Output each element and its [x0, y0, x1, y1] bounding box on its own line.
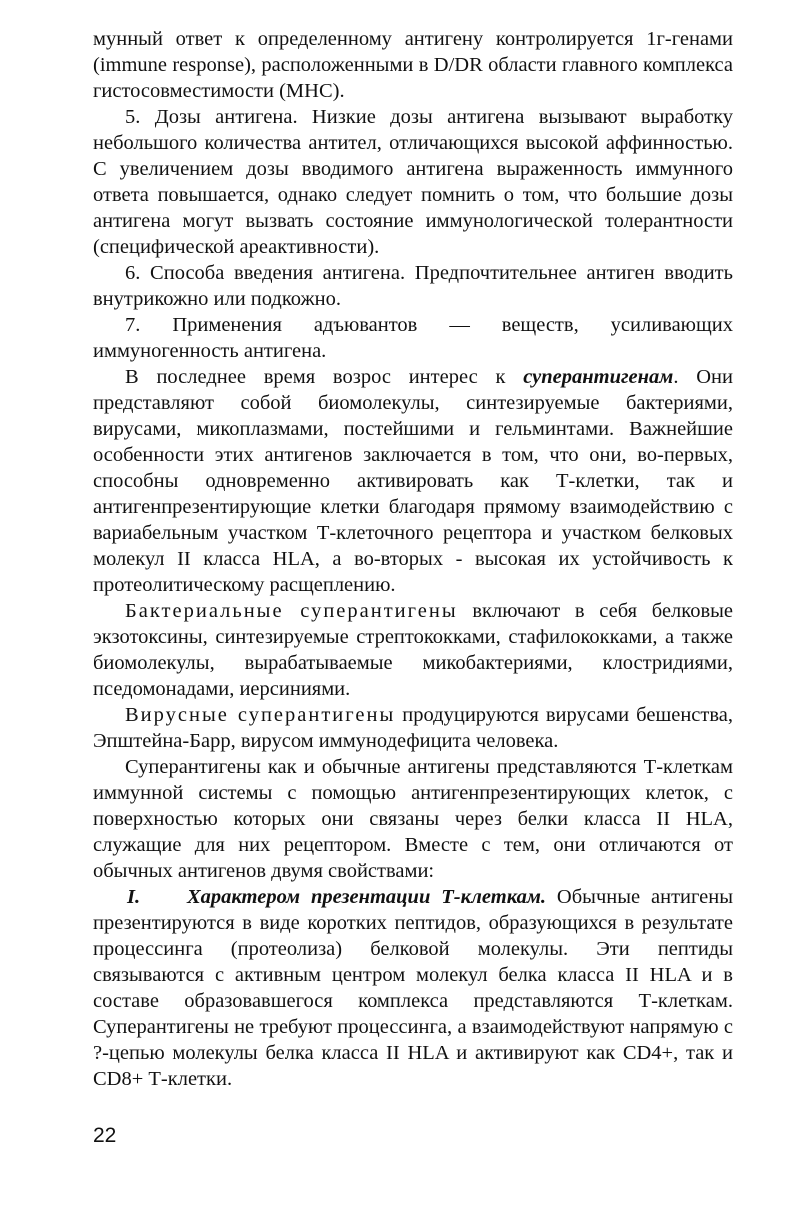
paragraph-property-1	[93, 884, 733, 1092]
paragraph-adjuvants-text: 7. Применения адъювантов — веществ, усиливающих иммуногенность антигена.	[93, 314, 733, 362]
paragraph-superantigens	[93, 364, 733, 598]
viral-superantigens-term: Вирусные суперантигены	[125, 704, 396, 726]
paragraph-doses-text: 5. Дозы антигена. Низкие дозы антигена вызывают выработку небольшого количества антител, отличающихся высокой аффинностью. С увеличением дозы вводимого антигена выраженность иммунного ответа повышается, однако следует помнить о том, что большие дозы антигена могут вызвать состояние иммунологической толерантности (специфической ареактивности).	[93, 106, 733, 258]
paragraph-viral-rest: продуцируются вирусами бешенства, Эпштейна-Барр, вирусом иммунодефицита человека.	[93, 704, 733, 752]
paragraph-doses	[93, 104, 733, 260]
paragraph-presentation-text: Суперантигены как и обычные антигены представляются Т-клеткам иммунной системы с помощью антигенпрезентирующих клеток, с поверхностью которых они связаны через белки класса II HLA, служащие для них рецептором. Вместе с тем, они отличаются от обычных антигенов двумя свойствами:	[93, 756, 733, 882]
page-number: 22	[93, 1124, 117, 1147]
paragraph-bacterial-rest: включают в себя белковые экзотоксины, синтезируемые стрептококками, стафилококками, а также биомолекулы, вырабатываемые микобактериями, клостридиями, пседомонадами, иерсиниями.	[93, 600, 733, 700]
page-body	[93, 26, 733, 1092]
paragraph-administration-text: 6. Способа введения антигена. Предпочтительнее антиген вводить внутрикожно или подкожно.	[93, 262, 733, 310]
paragraph-superantigens-rest: . Они представляют собой биомолекулы, синтезируемые бактериями, вирусами, микоплазмами, постейшими и гельминтами. Важнейшие особенности этих антигенов заключается в том, что они, во-первых, способны одновременно активировать как Т-клетки, так и антигенпрезентирующие клетки благодаря прямому взаимодействию с вариабельным участком Т-клеточного рецептора и участком белковых молекул II класса HLA, а во-вторых - высокая их устойчивость к протеолитическому расщеплению.	[93, 366, 733, 596]
property-1-heading: Характером презентации Т-клеткам.	[187, 886, 547, 908]
paragraph-bacterial	[93, 598, 733, 702]
bacterial-superantigens-term: Бактериальные суперантигены	[125, 600, 458, 622]
property-1-text: Обычные антигены презентируются в виде коротких пептидов, образующихся в результате процессинга (протеолиза) белковой молекулы. Эти пептиды связываются с активным центром молекул белка класса II HLA и в составе образовавшегося комплекса представляются Т-клеткам. Суперантигены не требуют процессинга, а взаимодействуют напрямую с ?-цепью молекулы белка класса II HLA и активируют как CD4+, так и CD8+ Т-клетки.	[93, 886, 733, 1090]
paragraph-administration	[93, 260, 733, 312]
paragraph-1-text: мунный ответ к определенному антигену контролируется 1г-генами (immune response), расположенными в D/DR области главного комплекса гистосовместимости (МНС).	[93, 28, 733, 102]
paragraph-presentation	[93, 754, 733, 884]
paragraph-1	[93, 26, 733, 104]
superantigens-term: суперантигенам	[523, 366, 674, 388]
paragraph-superantigens-start: В последнее время возрос интерес к	[125, 366, 524, 388]
paragraph-viral	[93, 702, 733, 754]
paragraph-adjuvants	[93, 312, 733, 364]
list-number: I.	[127, 886, 141, 908]
